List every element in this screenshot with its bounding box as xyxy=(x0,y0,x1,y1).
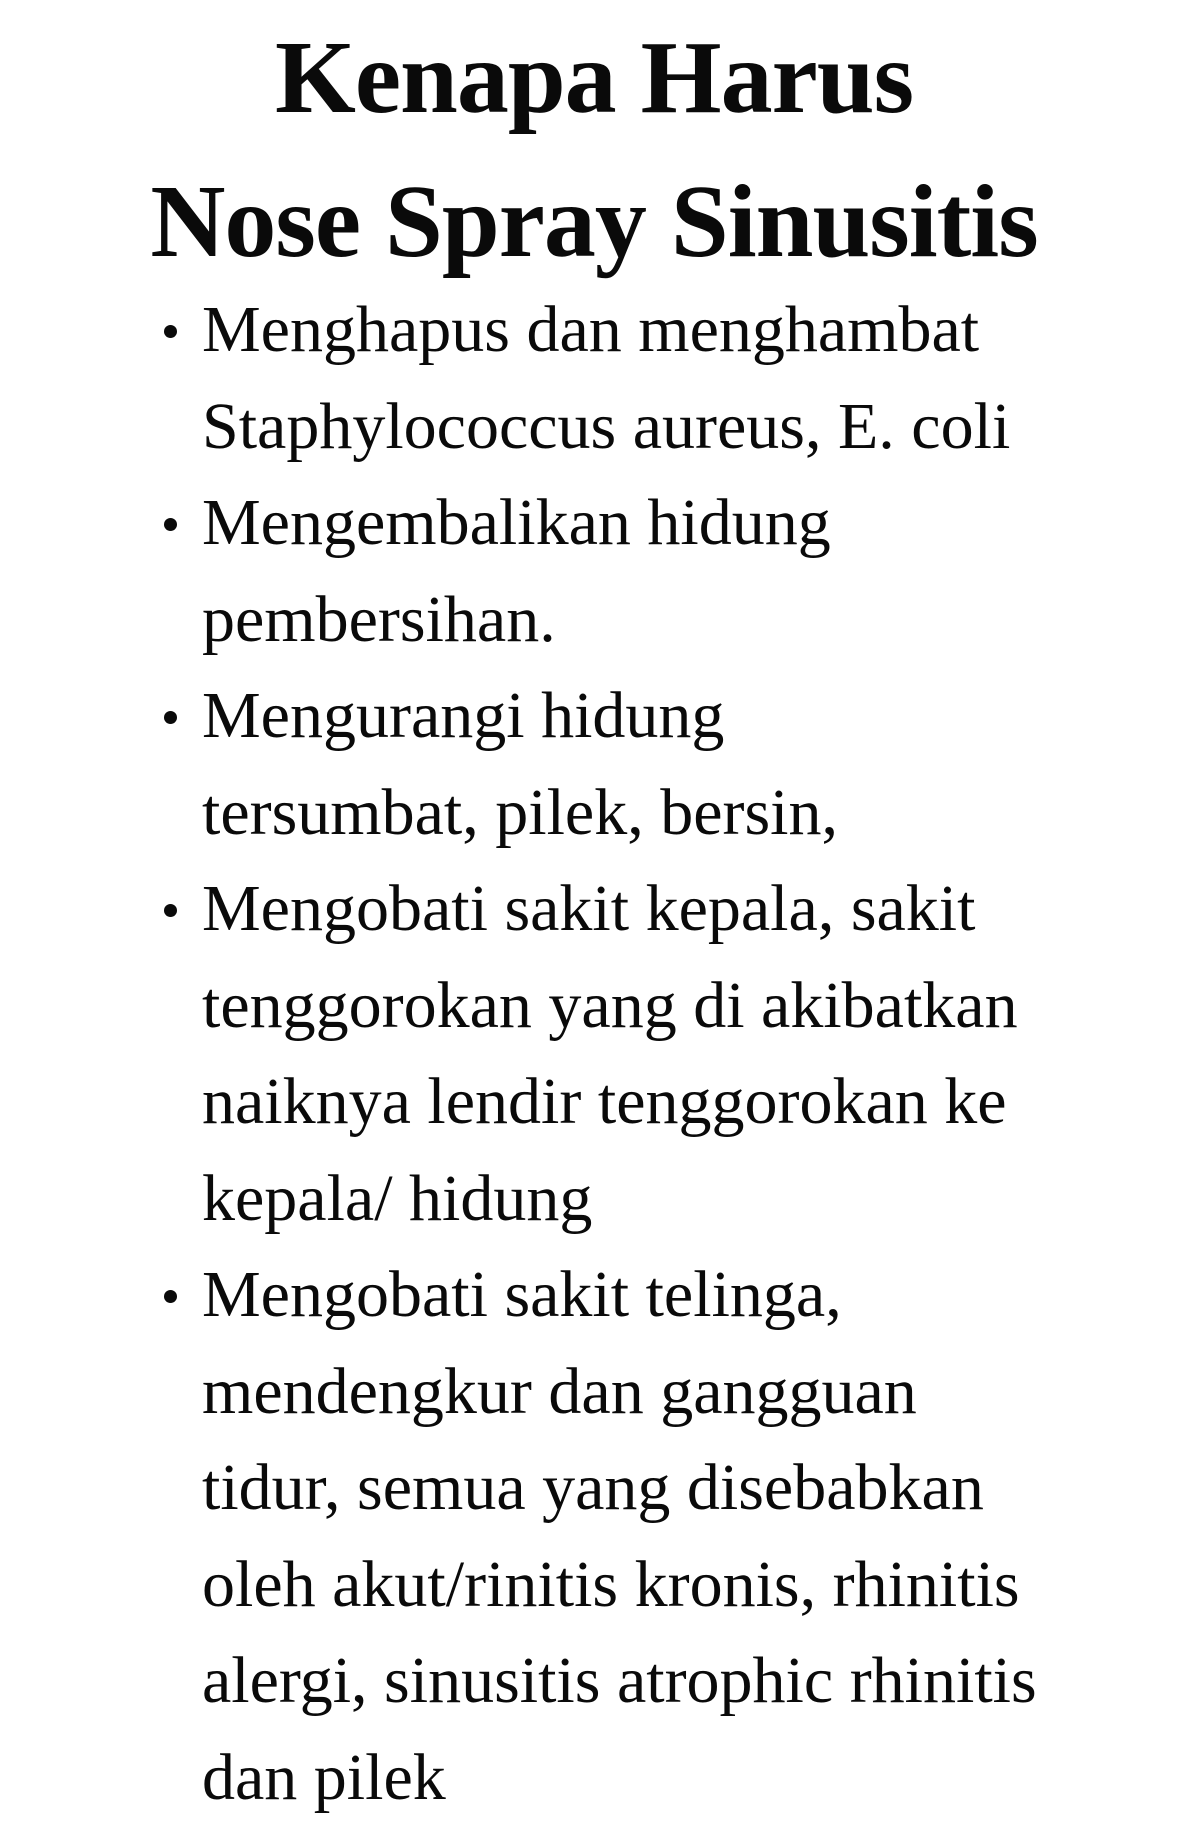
list-item-line: tersumbat, pilek, bersin, xyxy=(202,775,839,849)
list-item xyxy=(0,668,1200,861)
list-item xyxy=(0,861,1200,1247)
bullet-icon xyxy=(164,1290,177,1303)
list-item xyxy=(0,1247,1200,1826)
list-item-line: mendengkur dan gangguan xyxy=(202,1354,917,1428)
bullet-icon xyxy=(164,325,177,338)
list-item-line: Mengobati sakit kepala, sakit xyxy=(202,872,976,945)
benefits-list xyxy=(0,282,1200,1826)
list-item-line: Menghapus dan menghambat xyxy=(202,293,980,366)
list-item-line: Mengurangi hidung xyxy=(202,679,725,752)
list-item-line: tenggorokan yang di akibatkan xyxy=(202,968,1018,1042)
list-item xyxy=(0,282,1200,475)
page-title xyxy=(0,6,1200,294)
list-item-line: Mengobati sakit telinga, xyxy=(202,1258,842,1331)
bullet-icon xyxy=(164,711,177,724)
list-item-line: alergi, sinusitis atrophic rhinitis xyxy=(202,1644,1037,1717)
title-line-2: Nose Spray Sinusitis xyxy=(150,164,1038,279)
title-line-1: Kenapa Harus xyxy=(274,20,914,135)
bullet-icon xyxy=(164,904,177,917)
bullet-icon xyxy=(164,518,177,531)
list-item-line: oleh akut/rinitis kronis, rhinitis xyxy=(202,1547,1020,1621)
list-item-line: Staphylococcus aureus, E. coli xyxy=(202,389,1011,463)
list-item-line: Mengembalikan hidung xyxy=(202,486,831,559)
list-item-line: dan pilek xyxy=(202,1740,446,1814)
list-item-line: kepala/ hidung xyxy=(202,1161,593,1235)
list-item-line: tidur, semua yang disebabkan xyxy=(202,1451,984,1524)
list-item xyxy=(0,475,1200,668)
list-item-line: naiknya lendir tenggorokan ke xyxy=(202,1065,1007,1138)
list-item-line: pembersihan. xyxy=(202,582,556,656)
